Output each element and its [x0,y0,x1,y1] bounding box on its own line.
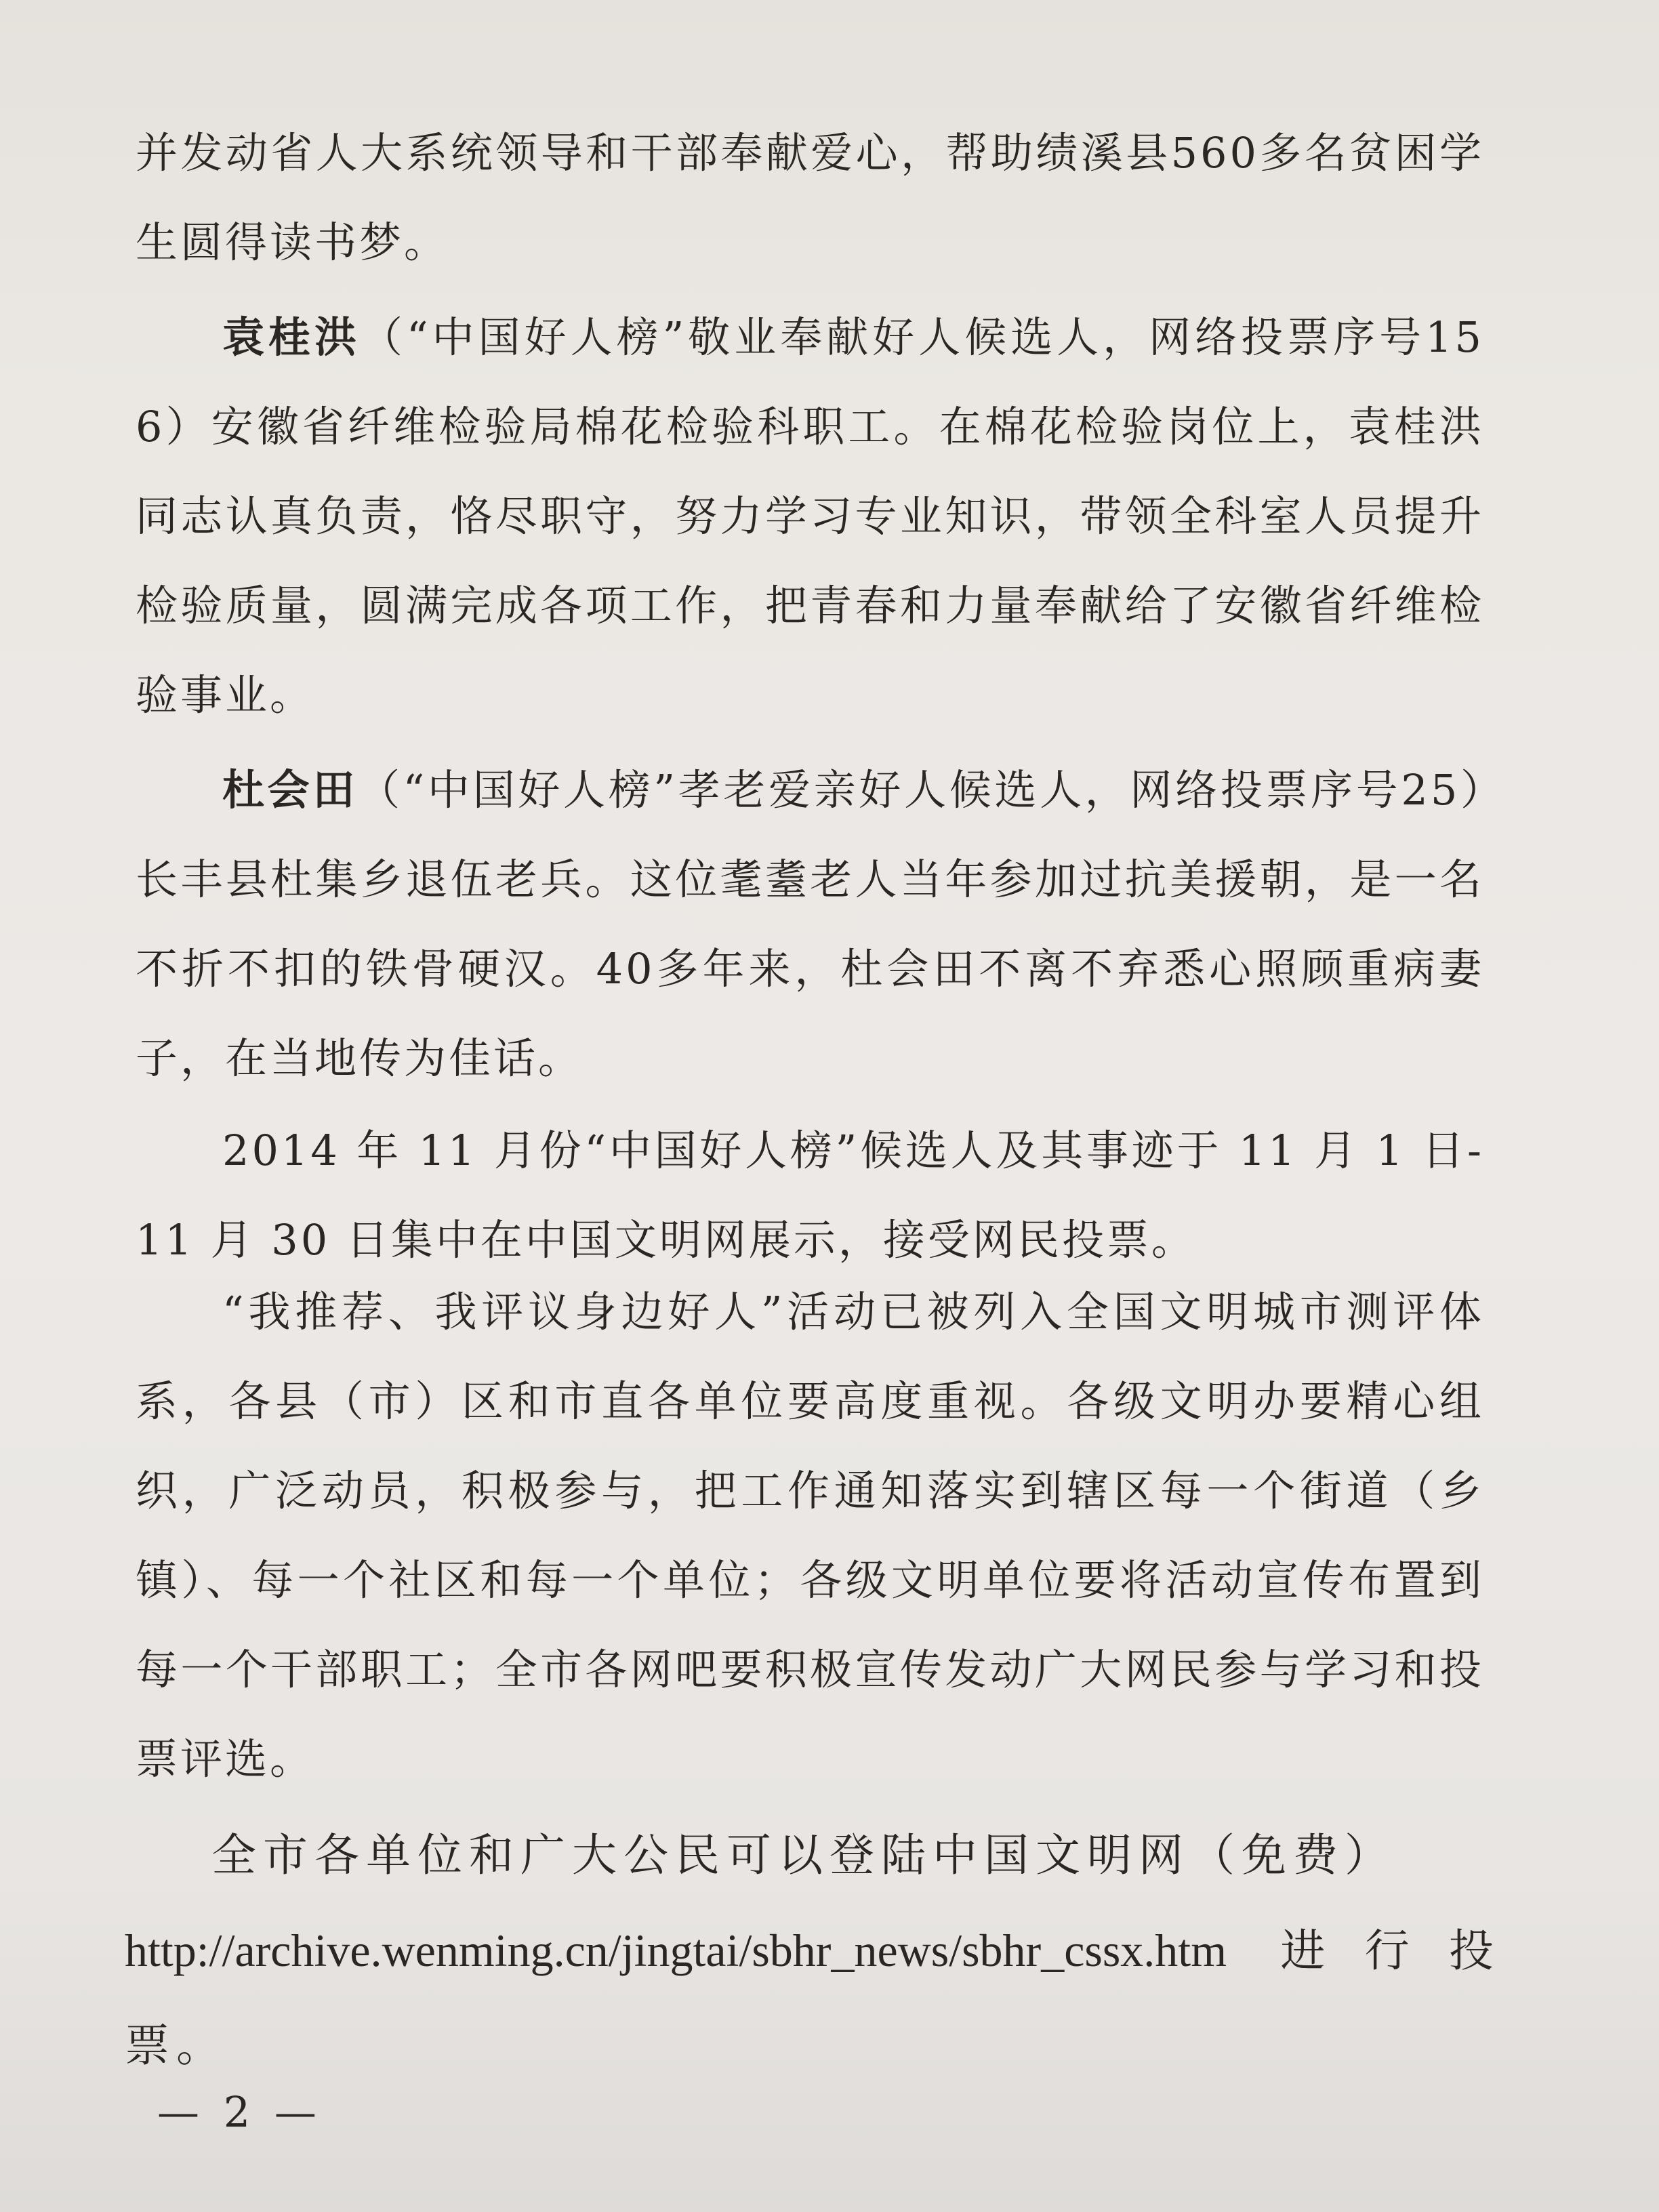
voting-url-link[interactable]: http://archive.wenming.cn/jingtai/sbhr_news/sbhr_cssx.htm [125,1925,1227,1976]
candidate-name: 杜会田 [222,765,359,815]
paragraph-text: 并发动省人大系统领导和干部奉献爱心，帮助绩溪县560多名贫困学生圆得读书梦。 [136,128,1484,267]
paragraph-activity-requirements [136,1267,1484,1804]
paragraph-voting-url [125,1808,1500,2093]
paragraph-voting-period [136,1106,1484,1285]
paragraph-du-huitian [136,745,1484,1103]
paragraph-text: 进行投票。 [125,1925,1500,2072]
paragraph-text: 2014 年 11 月份“中国好人榜”候选人及其事迹于 11 月 1 日-11 月 30 日集中在中国文明网展示，接受网民投票。 [136,1126,1484,1265]
paragraph-text: “我推荐、我评议身边好人”活动已被列入全国文明城市测评体系，各县（市）区和市直各单位要高度重视。各级文明办要精心组织，广泛动员，积极参与，把工作通知落实到辖区每一个街道（乡镇）、每一个社区和每一个单位；各级文明单位要将活动宣传布置到每一个干部职工；全市各网吧要积极宣传发动广大网民参与学习和投票评选。 [136,1287,1484,1784]
paragraph-text: （“中国好人榜”孝老爱亲好人候选人，网络投票序号25）长丰县杜集乡退伍老兵。这位耄耋老人当年参加过抗美援朝，是一名不折不扣的铁骨硬汉。40多年来，杜会田不离不弃悉心照顾重病妻子，在当地传为佳话。 [136,765,1484,1083]
paragraph-text: 全市各单位和广大公民可以登陆中国文明网（免费） [211,1829,1396,1881]
paragraph-continuation [136,108,1484,287]
candidate-name: 袁桂洪 [222,312,361,362]
paragraph-text: （“中国好人榜”敬业奉献好人候选人，网络投票序号156）安徽省纤维检验局棉花检验科职工。在棉花检验岗位上，袁桂洪同志认真负责，恪尽职守，努力学习专业知识，带领全科室人员提升检验质量，圆满完成各项工作，把青春和力量奉献给了安徽省纤维检验事业。 [136,312,1484,720]
page-number: — 2 — [157,2087,322,2137]
paragraph-yuan-guihong [136,293,1484,740]
